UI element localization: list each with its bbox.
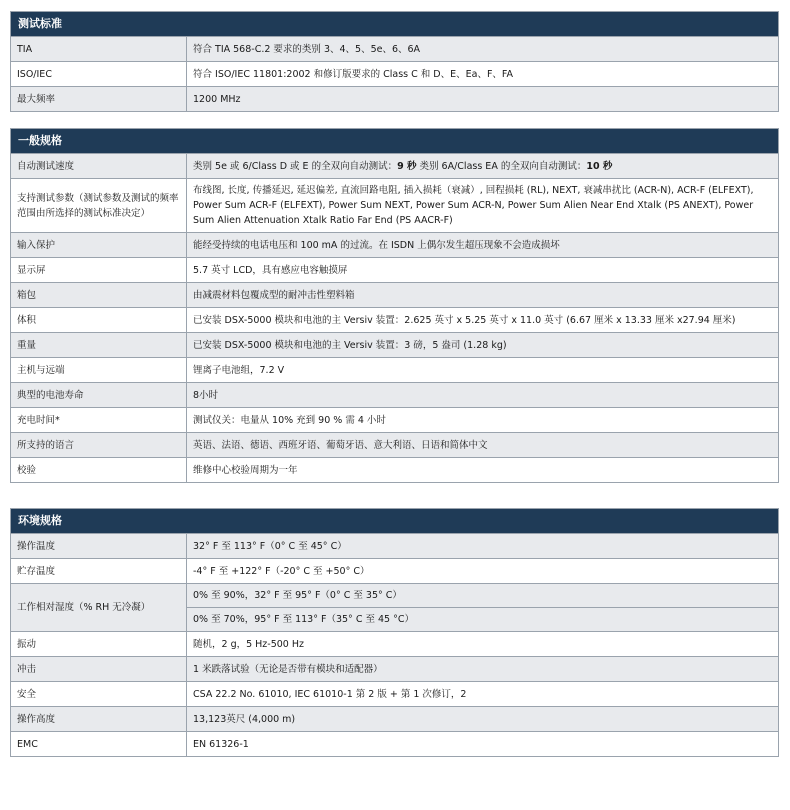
row-value: 1 米跌落试验（无论是否带有模块和适配器） — [193, 663, 383, 675]
row-value: 能经受持续的电话电压和 100 mA 的过流。在 ISDN 上偶尔发生超压现象不会造成损坏 — [193, 239, 560, 251]
table-row — [11, 533, 778, 558]
row-label: 校验 — [11, 458, 187, 482]
section-title: 一般规格 — [11, 129, 778, 153]
value-part: 类别 5e 或 6/Class D 或 E 的全双向自动测试： — [193, 160, 398, 172]
row-value: 5.7 英寸 LCD，具有感应电容触摸屏 — [193, 264, 348, 276]
table-row — [11, 257, 778, 282]
row-value: 8小时 — [193, 389, 219, 401]
row-label: 充电时间* — [11, 408, 187, 432]
table-row — [11, 307, 778, 332]
section-title: 测试标准 — [11, 12, 778, 36]
row-label: EMC — [11, 732, 187, 756]
table-row — [11, 178, 778, 232]
row-label: 主机与远端 — [11, 358, 187, 382]
row-value: 随机，2 g，5 Hz-500 Hz — [193, 638, 304, 650]
row-value: 32° F 至 113° F（0° C 至 45° C） — [193, 540, 347, 552]
row-label: ISO/IEC — [11, 62, 187, 86]
row-value: 已安装 DSX-5000 模块和电池的主 Versiv 装置：2.625 英寸 x 5.25 英寸 x 11.0 英寸 (6.67 厘米 x 13.33 厘米 x27.94 厘米) — [193, 314, 736, 326]
row-value: 英语、法语、德语、西班牙语、葡萄牙语、意大利语、日语和简体中文 — [193, 439, 488, 451]
table-row — [11, 357, 778, 382]
value-part: 类别 6A/Class EA 的全双向自动测试： — [416, 160, 587, 172]
row-value: -4° F 至 +122° F（-20° C 至 +50° C） — [193, 565, 370, 577]
row-label: 操作温度 — [11, 534, 187, 558]
row-value: 由减震材料包覆成型的耐冲击性塑料箱 — [193, 289, 355, 301]
row-value — [187, 154, 778, 178]
row-label: 所支持的语言 — [11, 433, 187, 457]
row-value: 13,123英尺 (4,000 m) — [193, 713, 296, 725]
value-bold: 9 秒 — [397, 160, 417, 172]
value-line: 0% 至 90%，32° F 至 95° F（0° C 至 35° C） — [193, 590, 402, 601]
row-label: 体积 — [11, 308, 187, 332]
table-row — [11, 282, 778, 307]
value-bold: 10 秒 — [586, 160, 613, 172]
table-row — [11, 232, 778, 257]
table-row — [11, 153, 778, 178]
row-value: 符合 ISO/IEC 11801:2002 和修订版要求的 Class C 和 D、E、Ea、F、FA — [193, 68, 514, 80]
row-label: TIA — [11, 37, 187, 61]
table-row — [11, 457, 778, 482]
row-value — [187, 584, 778, 631]
row-label: 振动 — [11, 632, 187, 656]
row-value: EN 61326-1 — [193, 738, 249, 750]
row-value: 锂离子电池组，7.2 V — [193, 364, 285, 376]
table-row — [11, 61, 778, 86]
row-value: 符合 TIA 568-C.2 要求的类别 3、4、5、5e、6、6A — [193, 43, 421, 55]
row-label: 箱包 — [11, 283, 187, 307]
table-row — [11, 583, 778, 631]
table-row — [11, 382, 778, 407]
row-label: 安全 — [11, 682, 187, 706]
row-label: 贮存温度 — [11, 559, 187, 583]
row-label: 自动测试速度 — [11, 154, 187, 178]
general-specs-table — [10, 128, 779, 483]
row-label: 最大频率 — [11, 87, 187, 111]
value-line: 0% 至 70%，95° F 至 113° F（35° C 至 45 °C） — [187, 607, 778, 631]
table-row — [11, 558, 778, 583]
table-row — [11, 631, 778, 656]
row-label: 操作高度 — [11, 707, 187, 731]
environment-specs-table — [10, 508, 779, 757]
row-value: 测试仪关：电量从 10% 充到 90 % 需 4 小时 — [193, 414, 386, 426]
row-label: 冲击 — [11, 657, 187, 681]
table-row — [11, 86, 778, 111]
row-value: 已安装 DSX-5000 模块和电池的主 Versiv 装置：3 磅，5 盎司 (1.28 kg) — [193, 339, 507, 351]
row-label: 支持测试参数（测试参数及测试的频率范围由所选择的测试标准决定） — [11, 179, 187, 232]
table-row — [11, 432, 778, 457]
row-label: 工作相对湿度（% RH 无冷凝） — [11, 584, 187, 631]
table-row — [11, 731, 778, 756]
row-value: 维修中心校验周期为一年 — [193, 464, 298, 476]
table-row — [11, 36, 778, 61]
section-title: 环境规格 — [11, 509, 778, 533]
row-value: 1200 MHz — [193, 93, 241, 105]
row-label: 输入保护 — [11, 233, 187, 257]
table-row — [11, 332, 778, 357]
row-label: 典型的电池寿命 — [11, 383, 187, 407]
test-standards-table — [10, 11, 779, 112]
row-label: 重量 — [11, 333, 187, 357]
table-row — [11, 681, 778, 706]
table-row — [11, 407, 778, 432]
table-row — [11, 706, 778, 731]
row-label: 显示屏 — [11, 258, 187, 282]
table-row — [11, 656, 778, 681]
row-value: 布线图, 长度, 传播延迟, 延迟偏差, 直流回路电阻, 插入损耗（衰减）, 回程损耗 (RL), NEXT, 衰减串扰比 (ACR-N), ACR-F (ELFEXT), Power Sum ACR-F (ELFEXT), Power Sum NEXT, Power Sum ACR-N, Power Sum Alien Near End Xtalk (PS ANEXT), Power Sum Alien Attenuation Xtalk Ratio Far End (PS AACR-F) — [193, 185, 754, 226]
row-value: CSA 22.2 No. 61010, IEC 61010-1 第 2 版 + 第 1 次修订，2 — [193, 688, 467, 700]
